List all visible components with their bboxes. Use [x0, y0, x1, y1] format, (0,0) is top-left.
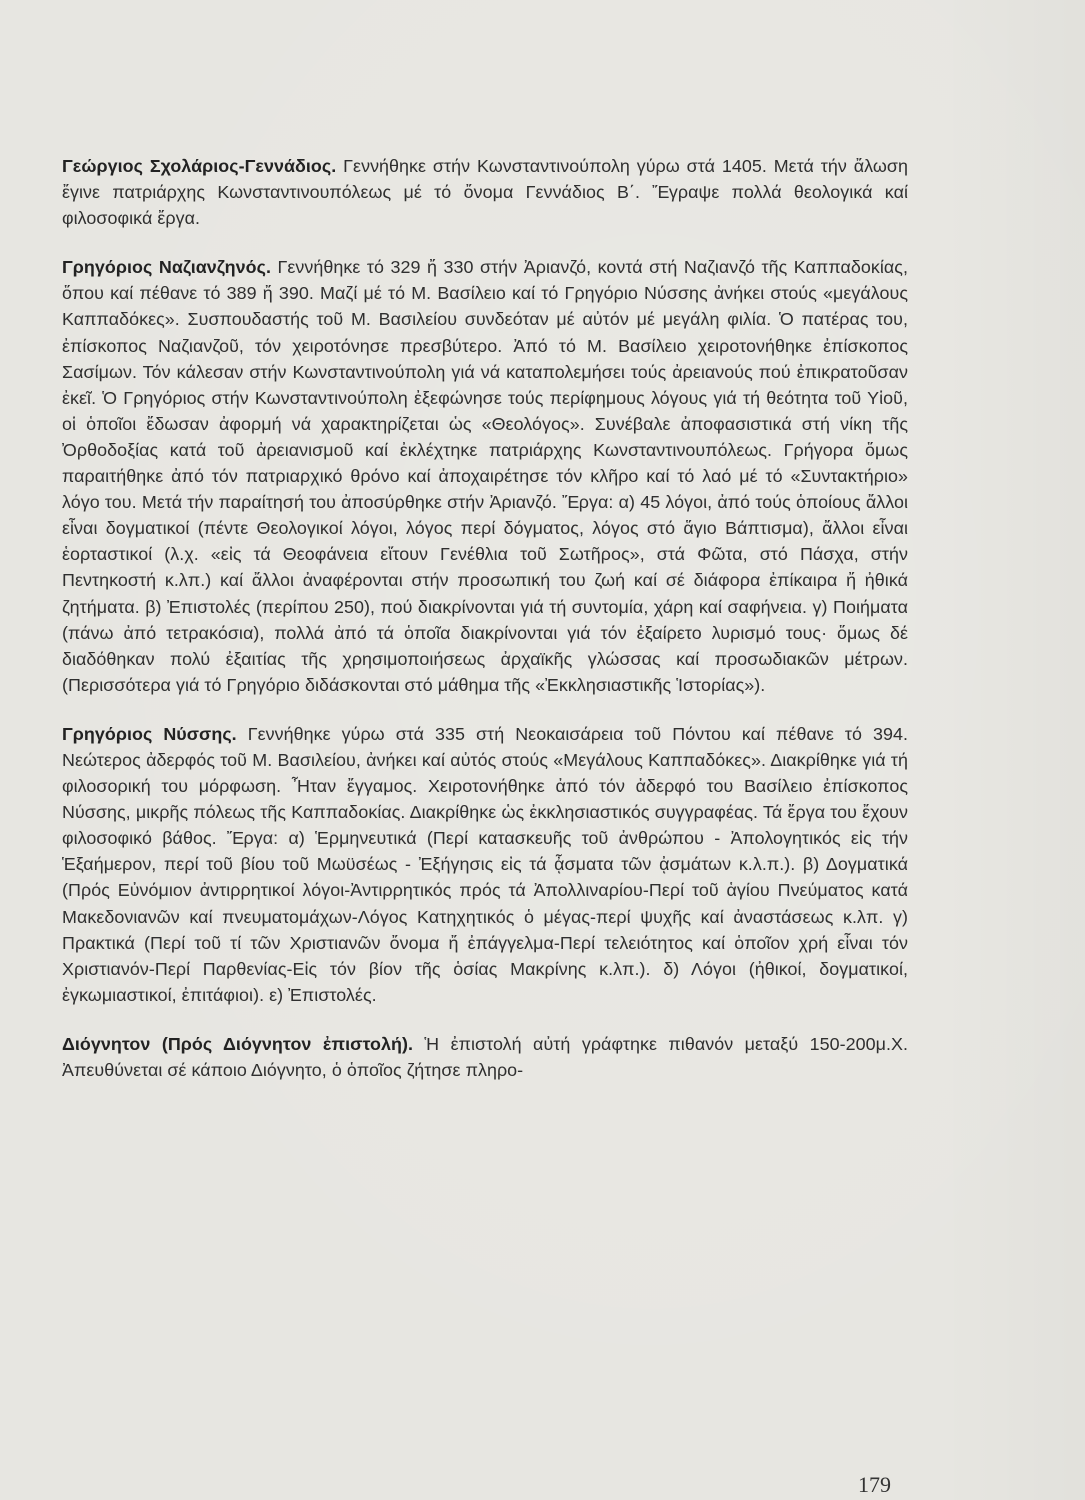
entry-gregory-nazianzen	[62, 254, 908, 698]
entry-lemma: Γρηγόριος Ναζιανζηνός.	[62, 257, 271, 278]
page-number: 179	[858, 1472, 891, 1497]
entry-text: Ἡ ἐπιστολή αὐτή γράφτηκε πιθανόν μεταξύ 150-200μ.Χ. Ἀπευθύνεται σέ κάποιο Διόγνητο, ὁ ὁποῖος ζήτησε πληρο-	[62, 1033, 908, 1080]
entry-lemma: Γρηγόριος Νύσσης.	[62, 723, 237, 744]
page-edge-shadow	[940, 0, 1085, 1500]
entry-lemma: Γεώργιος Σχολάριος-Γεννάδιος.	[62, 156, 337, 176]
entry-text: Γεννήθηκε τό 329 ἤ 330 στήν Ἀριανζό, κοντά στή Ναζιανζό τῆς Καππαδοκίας, ὅπου καί πέθανε τό 389 ἤ 390. Μαζί μέ τό Μ. Βασίλειο καί τό Γρηγόριο Νύσσης ἀνήκει στούς «μεγάλους Καππαδόκες». Συσπουδαστής τοῦ Μ. Βασιλείου συνδεόταν μέ αὐτόν μέ μεγάλη φιλία. Ὁ πατέρας του, ἐπίσκοπος Ναζιανζοῦ, τόν χειροτόνησε πρεσβύτερο. Ἀπό τό Μ. Βασίλειο χειροτονήθηκε ἐπίσκοπος Σασίμων. Τόν κάλεσαν στήν Κωνσταντινούπολη γιά νά καταπολεμήσει τούς ἀρειανούς πού ἐπικρατοῦσαν ἐκεῖ. Ὁ Γρηγόριος στήν Κωνσταντινούπολη ἐξεφώνησε τούς περίφημους λόγους γιά τή θεότητα τοῦ Υἱοῦ, οἱ ὁποῖοι ἔδωσαν ἀφορμή νά χαρακτηρίζεται ὡς «Θεολόγος». Συνέβαλε ἀποφασιστικά στή νίκη τῆς Ὀρθοδοξίας κατά τοῦ ἀρειανισμοῦ καί ἐκλέχτηκε πατριάρχης Κωνσταντινουπόλεως. Γρήγορα ὅμως παραιτήθηκε ἀπό τόν πατριαρχικό θρόνο καί ἀποχαιρέτησε τόν κλῆρο καί τό λαό μέ τό «Συντακτήριο» λόγο του. Μετά τήν παραίτησή του ἀποσύρθηκε στήν Ἀριανζό. Ἔργα: α) 45 λόγοι, ἀπό τούς ὁποίους ἄλλοι εἶναι δογματικοί (πέντε Θεολογικοί λόγοι, λόγος περί δόγματος, λόγος στό ἅγιο Βάπτισμα), ἄλλοι εἶναι ἑορταστικοί (λ.χ. «εἰς τά Θεοφάνεια εἴτουν Γενέθλια τοῦ Σωτῆρος», στά Φῶτα, στό Πάσχα, στήν Πεντηκοστή κ.λπ.) καί ἄλλοι ἀναφέρονται στήν προσωπική του ζωή καί σέ διάφορα ἐπίκαιρα ἤ ἠθικά ζητήματα. β) Ἐπιστολές (περίπου 250), πού διακρίνονται γιά τή συντομία, χάρη καί σαφήνεια. γ) Ποιήματα (πάνω ἀπό τετρακόσια), πολλά ἀπό τά ὁποῖα διακρίνονται γιά τόν ἐξαίρετο λυρισμό τους· ὅμως δέ διαδόθηκαν πολύ ἐξαιτίας τῆς χρησιμοποιήσεως ἀρχαϊκῆς γλώσσας καί προσωδιακῶν μέτρων. (Περισσότερα γιά τό Γρηγόριο διδάσκονται στό μάθημα τῆς «Ἐκκλησιαστικῆς Ἱστορίας»).	[62, 257, 908, 695]
entry-diognetus	[62, 1031, 908, 1083]
entry-lemma: Διόγνητον (Πρός Διόγνητον ἐπιστολή).	[62, 1033, 413, 1054]
entry-gennadios	[62, 153, 908, 231]
glossary-text	[62, 153, 908, 1083]
entry-gregory-nyssa	[62, 721, 908, 1008]
entry-text: Γεννήθηκε γύρω στά 335 στή Νεοκαισάρεια τοῦ Πόντου καί πέθανε τό 394. Νεώτερος ἀδερφός τοῦ Μ. Βασιλείου, ἀνήκει καί αὐτός στούς «Μεγάλους Καππαδόκες». Διακρίθηκε γιά τή φιλοσορική του μόρφωση. Ἦταν ἔγγαμος. Χειροτονήθηκε ἀπό τόν ἀδερφό του Βασίλειο ἐπίσκοπος Νύσσης, μικρῆς πόλεως τῆς Καππαδοκίας. Διακρίθηκε ὡς ἐκκλησιαστικός συγγραφέας. Τά ἔργα του ἔχουν φιλοσοφικό βάθος. Ἔργα: α) Ἑρμηνευτικά (Περί κατασκευῆς τοῦ ἀνθρώπου - Ἀπολογητικός εἰς τήν Ἑξαήμερον, περί τοῦ βίου τοῦ Μωϋσέως - Ἐξήγησις εἰς τά ᾆσματα τῶν ᾀσμάτων κ.λ.π.). β) Δογματικά (Πρός Εὐνόμιον ἀντιρρητικοί λόγοι-Ἀντιρρητικός πρός τά Ἀπολλιναρίου-Περί τοῦ ἁγίου Πνεύματος κατά Μακεδονιανῶν καί πνευματομάχων-Λόγος Κατηχητικός ὁ μέγας-περί ψυχῆς καί ἀναστάσεως κ.λπ. γ) Πρακτικά (Περί τοῦ τί τῶν Χριστιανῶν ὄνομα ἤ ἐπάγγελμα-Περί τελειότητος καί ὁποῖον χρή εἶναι τόν Χριστιανόν-Περί Παρθενίας-Εἰς τόν βίον τῆς ὁσίας Μακρίνης κ.λπ.). δ) Λόγοι (ἠθικοί, δογματικοί, ἐγκωμιαστικοί, ἐπιτάφιοι). ε) Ἐπιστολές.	[62, 723, 909, 1005]
entry-text: Γεννήθηκε στήν Κωνσταντινούπολη γύρω στά 1405. Μετά τήν ἄλωση ἔγινε πατριάρχης Κωνσταντινουπόλεως μέ τό ὄνομα Γεννάδιος Β΄. Ἔγραψε πολλά θεολογικά καί φιλοσοφικά ἔργα.	[62, 156, 908, 229]
